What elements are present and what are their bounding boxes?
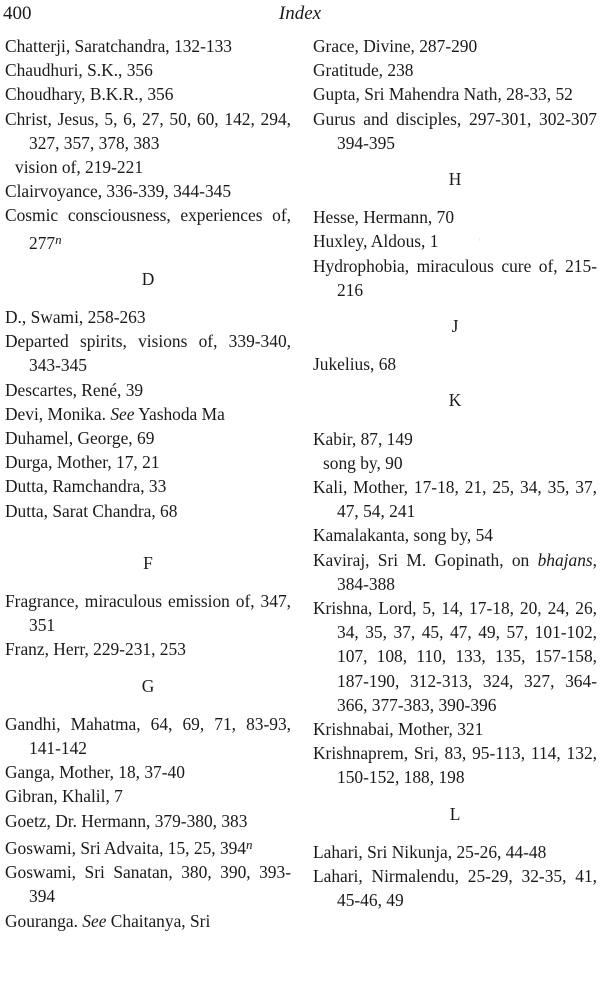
entry-text: Clairvoyance, 336-339, 344-345 (5, 181, 232, 202)
entry-text: Jukelius, 68 (313, 354, 397, 375)
index-entry (5, 784, 291, 808)
entry-text: Kali, Mother, 17-18, 21, 25, 34, 35, 37, 47, 54, 241 (313, 477, 597, 522)
index-entry (5, 305, 291, 329)
index-subentry (313, 451, 597, 475)
entry-text: Devi, Monika. (5, 403, 106, 424)
entry-text: vision of, 219-221 (15, 157, 144, 178)
entry-text: Hydrophobia, miraculous cure of, 215-216 (313, 255, 597, 300)
entry-text: Gouranga. (5, 910, 78, 931)
index-entry (313, 254, 597, 302)
entry-text: song by, 90 (323, 452, 403, 473)
entry-text: Grace, Divine, 287-290 (313, 36, 478, 56)
page-number: 400 (3, 3, 32, 24)
index-entry (5, 499, 291, 523)
footnote-marker: n (246, 836, 253, 852)
entry-text: Choudhary, B.K.R., 356 (5, 84, 174, 105)
entry-text: Huxley, Aldous, 1 (313, 231, 439, 252)
index-entry (313, 205, 597, 229)
entry-text: Christ, Jesus, 5, 6, 27, 50, 60, 142, 294, 327, 357, 378, 383 (5, 108, 291, 153)
entry-text: Krishnabai, Mother, 321 (313, 719, 484, 740)
entry-text: Goswami, Sri Advaita, 15, 25, 394 (5, 837, 247, 858)
index-entry (313, 741, 597, 789)
index-entry (5, 402, 291, 426)
index-entry (5, 450, 291, 474)
see-target: Yashoda Ma (138, 403, 225, 424)
entry-text: Gupta, Sri Mahendra Nath, 28-33, 52 (313, 84, 573, 105)
index-subentry (5, 155, 291, 179)
index-entry (5, 860, 291, 908)
index-entry (313, 427, 597, 451)
index-entry (5, 34, 291, 58)
index-entry (5, 378, 291, 402)
entry-text: Gibran, Khalil, 7 (5, 786, 123, 807)
index-entry (5, 809, 291, 833)
index-letter-heading: G (141, 675, 155, 696)
index-entry (5, 833, 291, 860)
see-reference: See (110, 403, 135, 424)
index-entry (313, 107, 597, 155)
see-target: Chaitanya, Sri (110, 910, 211, 931)
see-reference: See (82, 910, 107, 931)
index-entry (313, 475, 597, 523)
index-entry (5, 909, 291, 933)
entry-text: Kamalakanta, song by, 54 (313, 525, 493, 546)
index-letter-heading: F (143, 552, 153, 573)
index-entry (5, 82, 291, 106)
entry-text: Krishnaprem, Sri, 83, 95-113, 114, 132, 150-152, 188, 198 (313, 743, 597, 788)
page-header (0, 0, 600, 30)
index-entry (5, 107, 291, 155)
index-entry (5, 760, 291, 784)
entry-text: Gandhi, Mahatma, 64, 69, 71, 83-93, 141-142 (5, 713, 291, 759)
index-entry (313, 523, 597, 547)
index-entry (313, 229, 597, 253)
running-head: Index (278, 3, 322, 24)
entry-text: Chaudhuri, S.K., 356 (5, 60, 153, 81)
entry-text: Durga, Mother, 17, 21 (5, 452, 160, 473)
index-entry (313, 596, 597, 717)
index-entry (5, 589, 291, 637)
entry-text: Cosmic consciousness, experiences of, 277 (5, 205, 291, 253)
entry-text: Kaviraj, Sri M. Gopinath, on (313, 549, 530, 570)
index-entry (5, 426, 291, 450)
entry-pages: , 384-388 (337, 549, 598, 594)
index-entry (313, 352, 597, 376)
index-entry (313, 548, 597, 596)
entry-text: Dutta, Ramchandra, 33 (5, 476, 167, 497)
entry-text: D., Swami, 258-263 (5, 307, 146, 328)
entry-text: Lahari, Sri Nikunja, 25-26, 44-48 (313, 841, 547, 862)
entry-text: Krishna, Lord, 5, 14, 17-18, 20, 24, 26, 34, 35, 37, 45, 47, 49, 57, 101-102, 107, 108, 110, 133, 135, 157-158, 187-190, 312-313, 324, 327, 364-366, 377-383, 390-396 (313, 598, 597, 715)
index-column-left (5, 34, 291, 933)
footnote-marker: n (55, 231, 62, 247)
index-entry (5, 58, 291, 82)
index-entry (313, 717, 597, 741)
index-entry (5, 203, 291, 254)
entry-text: Gratitude, 238 (313, 60, 414, 81)
entry-text: Fragrance, miraculous emission of, 347, 351 (5, 591, 291, 636)
entry-text: Chatterji, Saratchandra, 132-133 (5, 36, 232, 56)
entry-text: Franz, Herr, 229-231, 253 (5, 639, 186, 660)
index-entry (313, 82, 597, 106)
index-letter-heading: H (448, 169, 462, 190)
entry-text: Lahari, Nirmalendu, 25-29, 32-35, 41, 45-46, 49 (313, 866, 597, 911)
entry-text: Descartes, René, 39 (5, 379, 144, 400)
entry-text: Departed spirits, visions of, 339-340, 343-345 (5, 331, 291, 376)
index-entry (5, 179, 291, 203)
index-entry (5, 474, 291, 498)
index-entry (5, 712, 291, 760)
entry-text: Goetz, Dr. Hermann, 379-380, 383 (5, 810, 248, 831)
index-entry (5, 637, 291, 661)
index-entry (5, 329, 291, 377)
entry-text: Duhamel, George, 69 (5, 428, 155, 449)
entry-text: Ganga, Mother, 18, 37-40 (5, 762, 185, 783)
entry-italic-text: bhajans (537, 549, 593, 570)
index-entry (313, 58, 597, 82)
index-letter-heading: K (448, 390, 462, 411)
index-letter-heading: D (141, 268, 155, 289)
entry-text: Gurus and disciples, 297-301, 302-307 394-395 (313, 108, 597, 153)
index-entry (313, 840, 597, 864)
entry-text: Goswami, Sri Sanatan, 380, 390, 393-394 (5, 862, 291, 907)
scan-speck: ˒ (478, 233, 482, 244)
index-column-right (313, 34, 597, 913)
index-letter-heading: L (449, 803, 461, 824)
entry-text: Kabir, 87, 149 (313, 428, 413, 449)
entry-text: Hesse, Hermann, 70 (313, 207, 455, 228)
index-letter-heading: J (451, 316, 459, 337)
entry-text: Dutta, Sarat Chandra, 68 (5, 500, 178, 521)
index-entry (313, 34, 597, 58)
index-entry (313, 864, 597, 912)
